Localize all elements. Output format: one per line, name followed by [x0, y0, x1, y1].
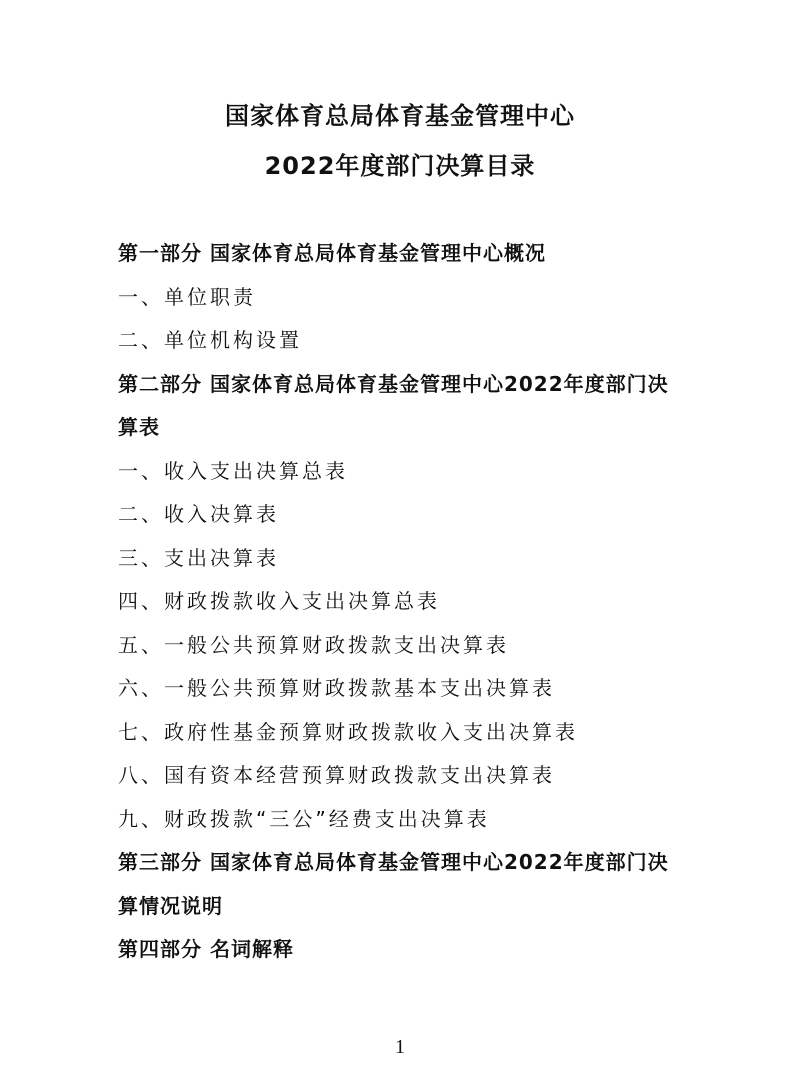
toc-line: 七、政府性基金预算财政拨款收入支出决算表 — [118, 719, 578, 744]
toc-line: 第一部分 国家体育总局体育基金管理中心概况 — [118, 241, 546, 265]
toc-line: 九、财政拨款“三公”经费支出决算表 — [118, 806, 490, 831]
toc-line: 算表 — [118, 415, 160, 439]
toc-line: 四、财政拨款收入支出决算总表 — [118, 589, 440, 613]
toc-line: 二、单位机构设置 — [118, 328, 302, 352]
document-subtitle: 2022年度部门决算目录 — [264, 152, 536, 180]
toc-line: 一、收入支出决算总表 — [118, 458, 348, 483]
toc-line: 八、国有资本经营预算财政拨款支出决算表 — [118, 763, 555, 787]
toc-line: 六、一般公共预算财政拨款基本支出决算表 — [118, 676, 555, 700]
page-number: 1 — [395, 1036, 405, 1058]
toc-line: 算情况说明 — [118, 893, 223, 918]
toc-line: 第四部分 名词解释 — [118, 937, 294, 961]
document-title: 国家体育总局体育基金管理中心 — [225, 102, 575, 130]
toc-line: 五、一般公共预算财政拨款支出决算表 — [118, 632, 509, 657]
toc-line: 第二部分 国家体育总局体育基金管理中心2022年度部门决 — [118, 371, 669, 396]
table-of-contents — [118, 232, 738, 972]
toc-line: 第三部分 国家体育总局体育基金管理中心2022年度部门决 — [118, 850, 669, 874]
toc-line: 三、支出决算表 — [118, 545, 279, 570]
toc-line: 二、收入决算表 — [118, 502, 279, 526]
toc-line: 一、单位职责 — [118, 284, 256, 309]
